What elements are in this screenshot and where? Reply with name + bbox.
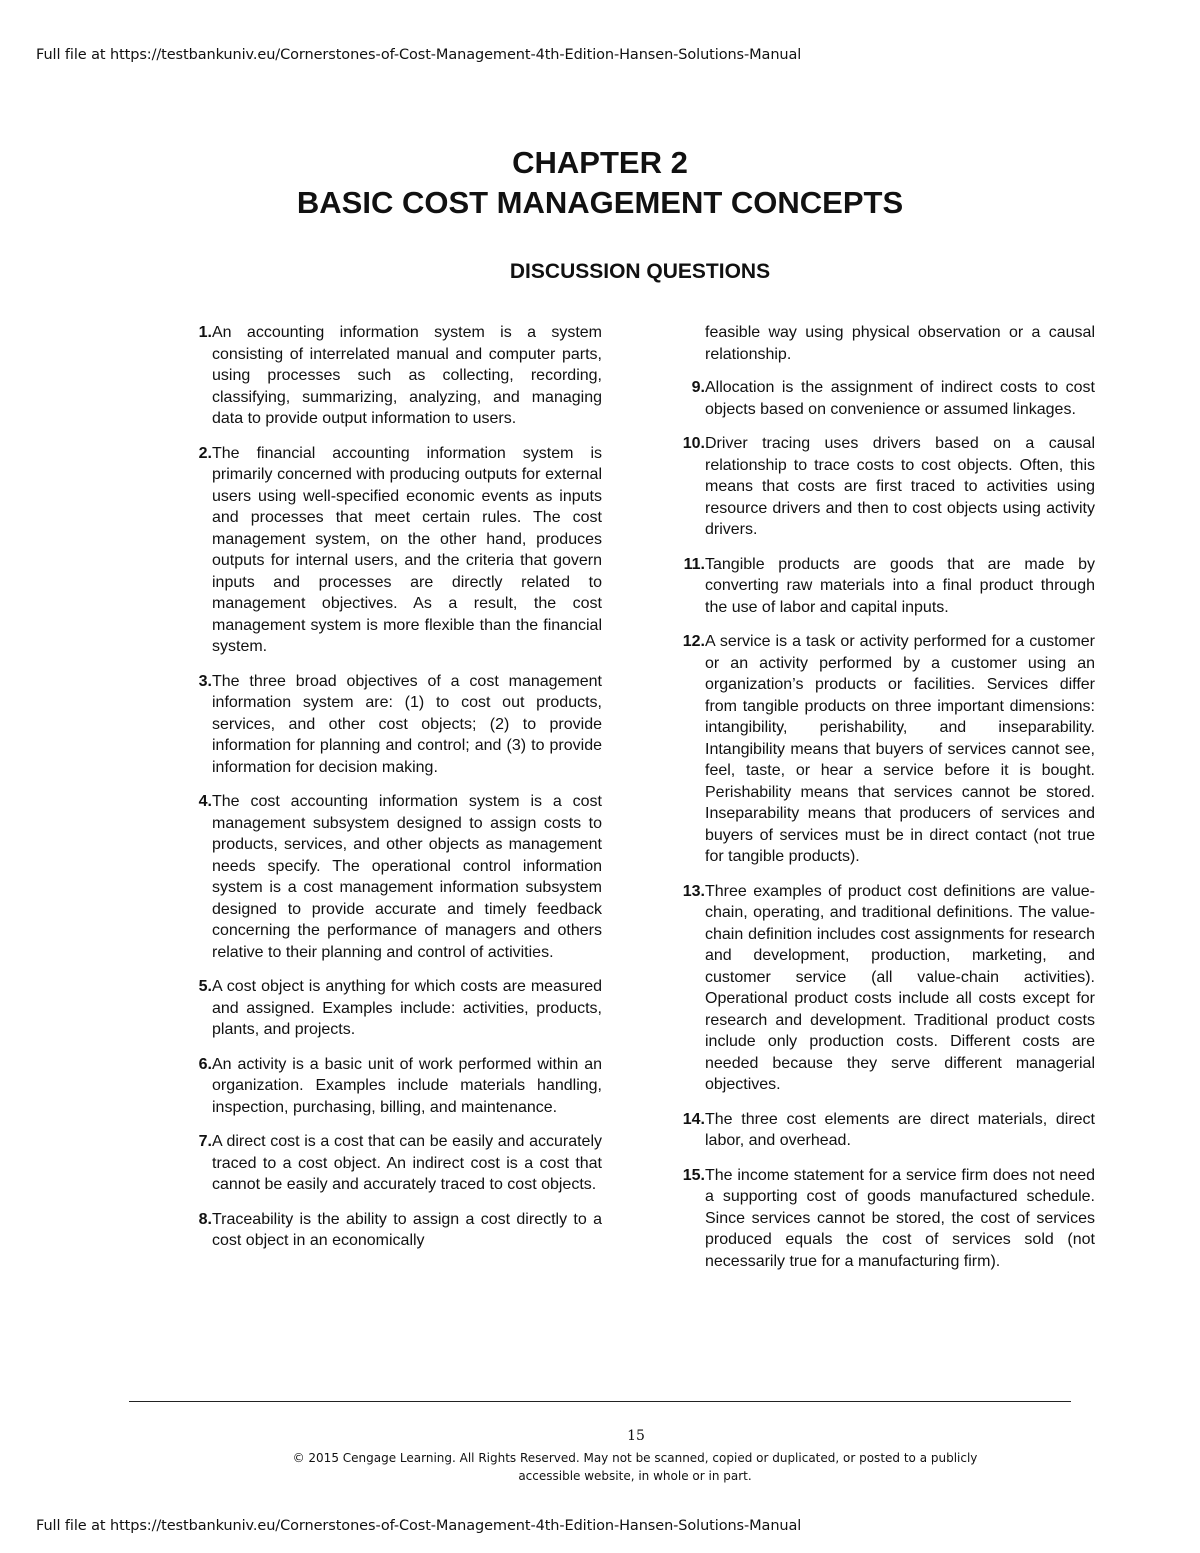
question-answer: Tangible products are goods that are made by converting raw materials into a final product through the use of labor and capital inputs.: [705, 555, 1095, 616]
question-item: [142, 322, 602, 430]
footer-divider: [129, 1401, 1071, 1402]
chapter-title: BASIC COST MANAGEMENT CONCEPTS: [296, 185, 904, 220]
question-number: 10.: [682, 435, 705, 452]
copyright-notice: [270, 1449, 1000, 1485]
question-answer: Three examples of product cost definitions are value-chain, operating, and traditional definitions. The value-chain definition includes cost assignments for research and development, production, marketing, and customer service (all value-chain activities). Operational product costs include all costs except for research and development. Traditional product costs include only production costs. Different costs are needed because they serve different managerial objectives.: [705, 882, 1095, 1093]
question-item: [142, 976, 602, 1041]
copyright-line-2: accessible website, in whole or in part.: [518, 1469, 752, 1483]
question-item: [635, 554, 1095, 619]
question-answer: Allocation is the assignment of indirect costs to cost objects based on convenience or assumed linkages.: [705, 379, 1095, 418]
question-answer: A direct cost is a cost that can be easily and accurately traced to a cost object. An indirect cost is a cost that cannot be easily and accurately traced to cost objects.: [212, 1133, 602, 1193]
question-item: [635, 1109, 1095, 1152]
question-number: 15.: [682, 1166, 705, 1184]
question-number: 12.: [682, 633, 705, 650]
copyright-line-1: © 2015 Cengage Learning. All Rights Reserved. May not be scanned, copied or duplicated, or posted to a publicly: [292, 1451, 978, 1465]
question-number: 7.: [198, 1133, 212, 1150]
header-file-link[interactable]: Full file at https://testbankuniv.eu/Cornerstones-of-Cost-Management-4th-Edition-Hansen-Solutions-Manual: [36, 47, 802, 63]
question-number: 5.: [198, 978, 212, 995]
question-answer: Driver tracing uses drivers based on a causal relationship to trace costs to cost objects. Often, this means that costs are first traced to activities using resource drivers and then to cost objects using activity drivers.: [705, 435, 1095, 538]
right-column: [635, 322, 1095, 1285]
chapter-heading: [0, 143, 1200, 223]
left-column: [142, 322, 602, 1265]
question-answer: A cost object is anything for which costs are measured and assigned. Examples include: activities, products, plants, and projects.: [212, 978, 602, 1038]
question-number: 8.: [198, 1210, 212, 1228]
section-title: DISCUSSION QUESTIONS: [509, 260, 771, 283]
question-answer: The three broad objectives of a cost management information system are: (1) to cost out products, services, and other cost objects; (2) to provide information for planning and control; and (3) to provide information for decision making.: [212, 672, 602, 776]
chapter-number: CHAPTER 2: [512, 145, 688, 180]
question-answer: The cost accounting information system is a cost management subsystem designed to assign costs to products, services, and other objects as management needs specify. The operational control information system is a cost management information subsystem designed to provide accurate and timely feedback concerning the performance of managers and others relative to their planning and control of activities.: [212, 793, 602, 961]
question-answer: The income statement for a service firm does not need a supporting cost of goods manufactured schedule. Since services cannot be stored, the cost of services produced equals the cost of services sold (not necessarily true for a manufacturing firm).: [705, 1166, 1095, 1270]
question-number: 13.: [682, 882, 705, 900]
question-number: 2.: [198, 444, 212, 462]
question-answer: A service is a task or activity performed for a customer or an activity performed by a customer using an organization’s products or facilities. Services differ from tangible products on three important dimensions: intangibility, perishability, and inseparability. Intangibility means that buyers of services cannot see, feel, taste, or hear a service before it is bought. Perishability means that services cannot be stored. Inseparability means that producers of services and buyers of services must be in direct contact (not true for tangible products).: [705, 633, 1095, 865]
question-answer: An accounting information system is a system consisting of interrelated manual and computer parts, using processes such as collecting, recording, classifying, summarizing, analyzing, and managing data to provide output information to users.: [212, 324, 602, 427]
question-item: [635, 433, 1095, 541]
question-number: 6.: [198, 1055, 212, 1073]
question-number: 11.: [683, 555, 705, 573]
question-item: [635, 631, 1095, 868]
question-answer: An activity is a basic unit of work performed within an organization. Examples include materials handling, inspection, purchasing, billing, and maintenance.: [212, 1055, 602, 1116]
question-number: 4.: [198, 793, 212, 810]
question-number: 14.: [682, 1110, 705, 1128]
page-number: 15: [627, 1428, 645, 1444]
question-item: [142, 791, 602, 963]
question-item: [142, 1054, 602, 1119]
question-answer: The three cost elements are direct materials, direct labor, and overhead.: [705, 1110, 1095, 1149]
question-number: 3.: [198, 672, 212, 690]
question-item: [635, 377, 1095, 420]
question-answer: Traceability is the ability to assign a cost directly to a cost object in an economically: [212, 1210, 602, 1249]
question-continuation: feasible way using physical observation or a causal relationship.: [705, 324, 1095, 363]
question-item: [142, 1209, 602, 1252]
question-item: [635, 881, 1095, 1096]
question-answer: The financial accounting information system is primarily concerned with producing outputs for external users using well-specified economic events as inputs and processes that meet certain rules. The cost management system, on the other hand, produces outputs for internal users, and the criteria that govern inputs and processes are directly related to management objectives. As a result, the cost management system is more flexible than the financial system.: [212, 444, 602, 655]
question-item: [635, 1165, 1095, 1273]
footer-file-link[interactable]: Full file at https://testbankuniv.eu/Cornerstones-of-Cost-Management-4th-Edition-Hansen-Solutions-Manual: [36, 1518, 802, 1534]
question-number: 9.: [691, 379, 705, 396]
question-item: [142, 671, 602, 779]
question-item: [142, 443, 602, 658]
question-number: 1.: [198, 324, 212, 341]
question-item: [142, 1131, 602, 1196]
